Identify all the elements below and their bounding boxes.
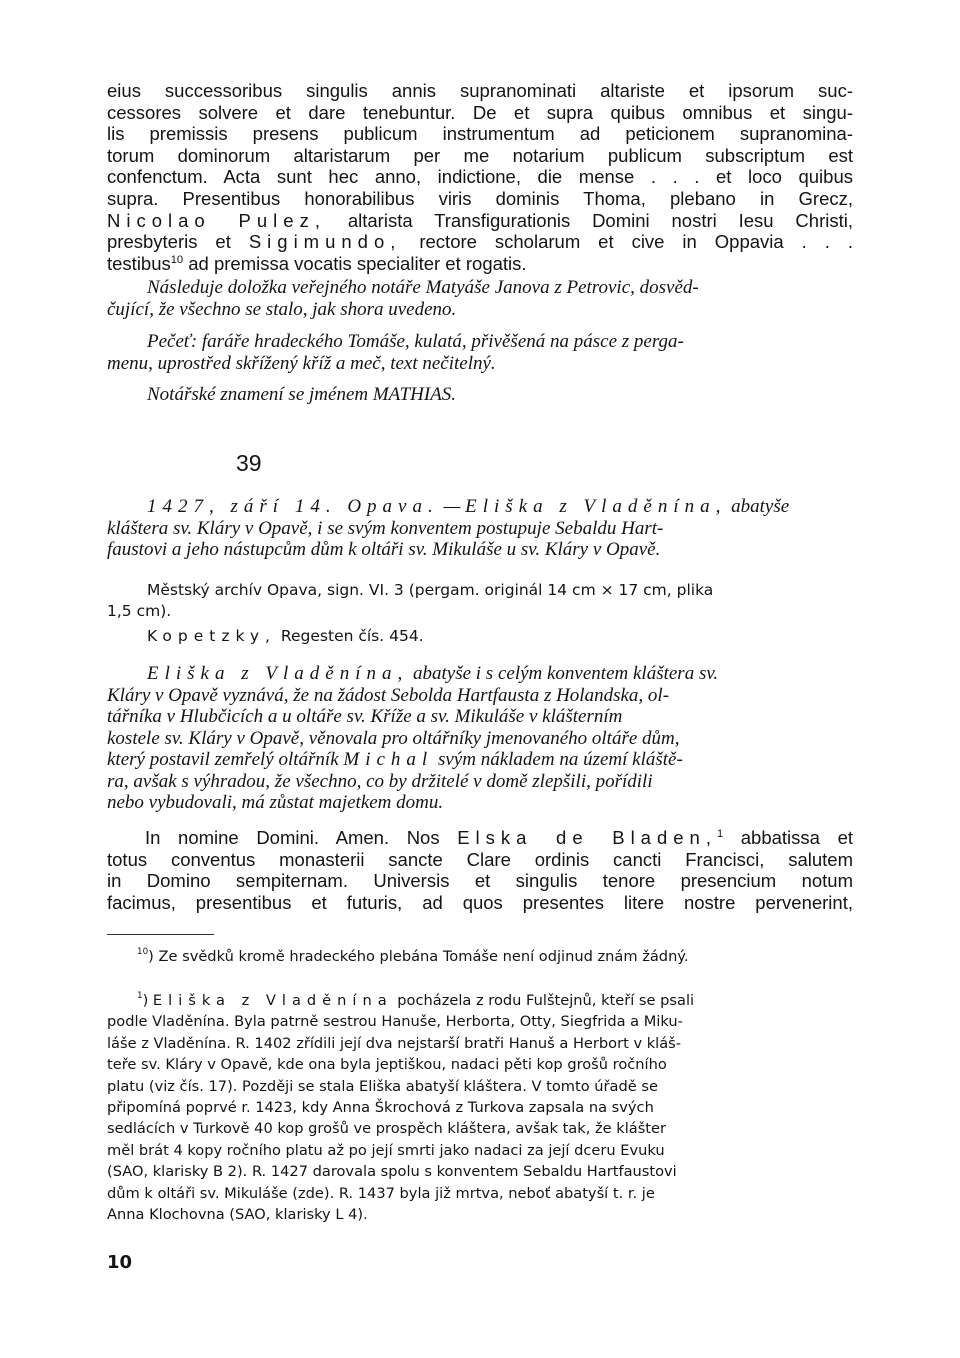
footnote-divider (107, 934, 214, 935)
summary-line: nebo vybudovali, má zůstat majetkem domu. (107, 792, 444, 813)
footnote-marker: 1 (137, 991, 143, 1001)
archive-line: Kopetzky, Regesten čís. 454. (147, 627, 424, 645)
footnote-line: podle Vladěnína. Byla patrně sestrou Hanuše, Herborta, Otty, Siegfrida a Miku- (107, 1013, 683, 1031)
text-line: in Domino sempiternam. Universis et singulis tenore presencium notum (107, 870, 853, 892)
footnote-1 (107, 990, 853, 1225)
text-line: In nomine Domini. Amen. Nos Elska de Bladen,$^1$ abbatissa et (145, 827, 853, 848)
text-line: eius successoribus singulis annis supranominati altariste et ipsorum suc- (107, 80, 853, 101)
footnote-line: Anna Klochovna (SAO, klarisky L 4). (107, 1206, 368, 1224)
text-line: presbyteris et Sigimundo, rectore scholarum et cive in Oppavia . . . (107, 231, 853, 253)
seal-note (107, 331, 853, 374)
footnote-marker: 10 (137, 947, 149, 957)
spaced-name: Michal (343, 749, 434, 770)
regest-line: 1427, září 14. Opava. — Eliška z Vladěnína, abatyše (147, 496, 790, 517)
czech-notes (107, 277, 853, 320)
spaced-name: Eliška z Vladěnína, (465, 496, 727, 517)
regest-line: faustovi a jeho nástupcům dům k oltáři sv. Mikuláše u sv. Kláry v Opavě. (107, 539, 661, 560)
regest (107, 496, 853, 561)
footnote-line: láše z Vladěnína. R. 1402 zřídili její dva nejstarší bratři Hanuš a Herbort v kláš- (107, 1034, 682, 1052)
summary-line: ra, avšak s výhradou, že všechno, co by držitelé v domě zlepšili, pořídili (107, 770, 653, 792)
footnote-line: měl brát 4 kopy ročního platu až po její smrti jako nadaci za její dceru Evuku (107, 1141, 665, 1159)
archive-line: Městský archív Opava, sign. VI. 3 (pergam. originál 14 cm × 17 cm, plika (147, 581, 714, 599)
summary-line: který postavil zemřelý oltářník Michal svým nákladem na území kláště- (107, 749, 683, 770)
text-line: supra. Presentibus honorabilibus viris dominis Thoma, plebano in Grecz, (107, 187, 853, 209)
summary-line: tářníka v Hlubčicích a u oltáře sv. Kříže a sv. Mikuláše v klášterním (107, 706, 623, 727)
latin-text-top (107, 80, 853, 274)
text-line: Nicolao Pulez, altarista Transfigurationis Domini nostri Iesu Christi, (107, 209, 853, 231)
czech-summary (107, 663, 853, 814)
text-line: totus conventus monasterii sancte Clare ordinis cancti Francisci, salutem (107, 848, 853, 870)
note-line: Notářské znamení se jménem MATHIAS. (147, 384, 457, 405)
note-line: Následuje doložka veřejného notáře Matyáše Janova z Petrovic, dosvěd- (147, 277, 699, 298)
text-line: cessores solvere et dare tenebuntur. De et supra quibus omnibus et singu- (107, 101, 853, 123)
footnote-line: platu (viz čís. 17). Později se stala Eliška abatyší kláštera. V tomto úřadě se (107, 1077, 658, 1095)
spaced-name: Sigimundo, (248, 231, 402, 253)
footnote-line: dům k oltáři sv. Mikuláše (zde). R. 1437 byla již mrtva, neboť abatyší t. r. je (107, 1184, 655, 1202)
footnote-line: (SAO, klarisky B 2). R. 1427 darovala spolu s konventem Sebaldu Hartfaustovi (107, 1163, 677, 1181)
footnote-line: teře sv. Kláry v Opavě, kde ona byla jeptiškou, nadaci pěti kop grošů ročního (107, 1056, 667, 1074)
spaced-name: Elska de Bladen, (457, 827, 717, 848)
literature-ref (107, 626, 853, 647)
date-place: 1427, září 14. Opava. (147, 496, 439, 517)
summary-line: kostele sv. Kláry v Opavě, věnovala pro oltářníky jmenovaného oltáře dům, (107, 727, 680, 749)
footnote-ref: 1 (716, 828, 724, 840)
spaced-name: Eliška z Vladěnína (152, 992, 393, 1009)
summary-line: Kláry v Opavě vyznává, že na žádost Sebolda Hartfausta z Holandska, ol- (107, 684, 670, 706)
footnote-10 (107, 946, 853, 967)
note-line: Pečeť: faráře hradeckého Tomáše, kulatá, přivěšená na pásce z perga- (147, 331, 684, 352)
archive-info (107, 580, 853, 622)
page-number: 10 (107, 1252, 133, 1273)
text-line: testibus$^{10}$ ad premissa vocatis specialiter et rogatis. (107, 252, 527, 274)
spaced-name: Nicolao Pulez, (107, 209, 326, 231)
latin-text-bottom (107, 827, 853, 913)
text-line: lis premissis presens publicum instrumentum ad peticionem supranomina- (107, 123, 853, 145)
summary-line: Eliška z Vladěnína, abatyše i s celým konventem kláštera sv. (147, 663, 719, 684)
footnote-line: sedlácích v Turkově 40 kop grošů ve prospěch kláštera, avšak tak, že klášter (107, 1120, 667, 1138)
note-line: čující, že všechno se stalo, jak shora uvedeno. (107, 298, 457, 320)
footnote-line: připomíná poprvé r. 1423, kdy Anna Škrochová z Turkova zapsala na svých (107, 1099, 654, 1117)
archive-line: 1,5 cm). (107, 602, 172, 620)
footnote-line: $^{10}$) Ze svědků kromě hradeckého plebána Tomáše není odjinud znám žádný. (137, 947, 689, 965)
notary-sign-note (107, 384, 853, 406)
text-line: confenctum. Acta sunt hec anno, indictione, die mense . . . et loco quibus (107, 166, 853, 188)
regest-line: kláštera sv. Kláry v Opavě, i se svým konventem postupuje Sebaldu Hart- (107, 517, 664, 539)
text-line: torum dominorum altaristarum per me notarium publicum subscriptum est (107, 144, 853, 166)
document-number: 39 (236, 450, 262, 476)
text-line: facimus, presentibus et futuris, ad quos presentes litere nostre pervenerint, (107, 891, 853, 913)
footnote-line: $^1$) Eliška z Vladěnína pocházela z rodu Fulštejnů, kteří se psali (137, 991, 695, 1009)
footnote-ref: 10 (170, 253, 184, 266)
spaced-name: Eliška z Vladěnína, (147, 663, 409, 684)
spaced-name: Kopetzky, (147, 627, 276, 645)
note-line: menu, uprostřed skřížený kříž a meč, text nečitelný. (107, 352, 496, 374)
